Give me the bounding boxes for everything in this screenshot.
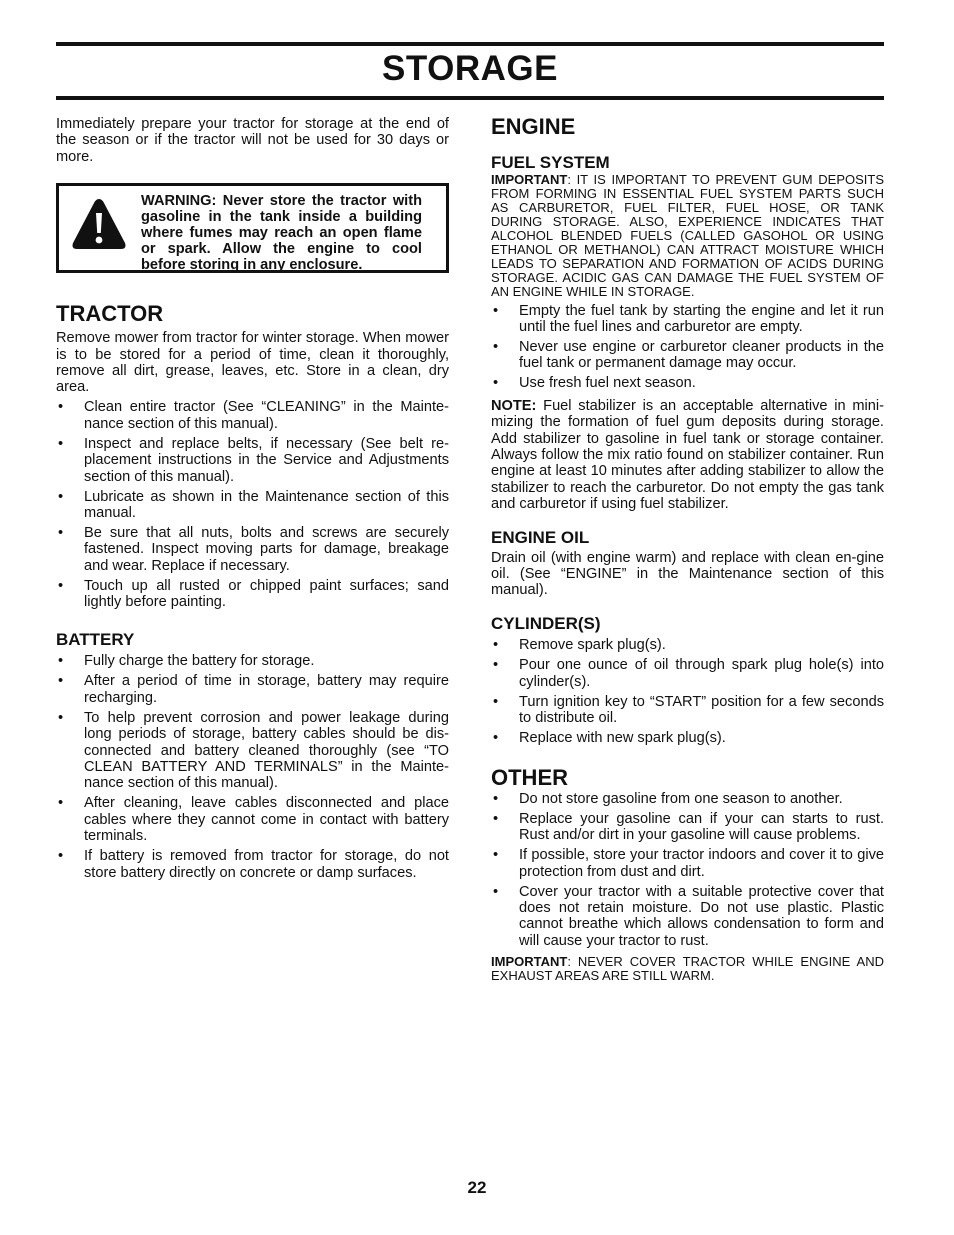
fuel-important-note [491,173,884,299]
title-bottom-rule [56,96,884,100]
important-label: IMPORTANT [491,172,568,187]
important-text: : NEVER COVER TRACTOR WHILE ENGINE AND EXHAUST AREAS ARE STILL WARM. [491,954,884,984]
list-item: • Clean entire tractor (See “CLEANING” in the Mainte-nance section of this manual). [56,399,449,432]
warning-triangle-icon [71,196,127,252]
note-label: NOTE: [491,397,537,414]
battery-list [56,653,449,881]
list-item: • Be sure that all nuts, bolts and screws are securely fastened. Inspect moving parts for damage, breakage and wear. Replace if necessary. [56,525,449,574]
list-item: • Lubricate as shown in the Maintenance section of this manual. [56,489,449,522]
warning-box [56,183,449,273]
list-item: • If possible, store your tractor indoors and cover it to give protection from dust and dirt. [491,847,884,880]
page-title: STORAGE [382,49,558,88]
list-item: • Fully charge the battery for storage. [56,653,449,669]
list-item: • If battery is removed from tractor for storage, do not store battery directly on concrete or damp surfaces. [56,848,449,881]
list-item: • Turn ignition key to “START” position for a few seconds to distribute oil. [491,694,884,727]
left-column [56,114,449,881]
list-item: • Touch up all rusted or chipped paint surfaces; sand lightly before painting. [56,578,449,611]
list-item: • After cleaning, leave cables disconnected and place cables where they cannot come in contact with battery terminals. [56,795,449,844]
tractor-paragraph: Remove mower from tractor for winter storage. When mower is to be stored for a period of time, clean it thoroughly, remove all dirt, grease, leaves, etc. Store in a clean, dry area. [56,330,449,396]
right-column [491,114,884,983]
list-item: • Use fresh fuel next season. [491,375,884,391]
other-important-note [491,955,884,983]
tractor-list [56,399,449,610]
fuel-system-list [491,303,884,392]
list-item: • Inspect and replace belts, if necessary (See belt re-placement instructions in the Service and Adjustments section of this manual). [56,436,449,485]
page-number: 22 [467,1178,487,1197]
intro-paragraph: Immediately prepare your tractor for storage at the end of the season or if the tractor will not be used for 30 days or more. [56,116,449,165]
list-item: • Pour one ounce of oil through spark plug hole(s) into cylinder(s). [491,657,884,690]
cylinders-list [491,637,884,746]
fuel-stabilizer-note [491,398,884,513]
note-text: Fuel stabilizer is an acceptable alternative in mini-mizing the formation of fuel gum deposits during storage. Add stabilizer to gasoline in fuel tank or storage container. Always follow the mix ratio found on stabilizer container. Run engine at least 10 minutes after adding stabilizer to allow the stabilizer to reach the carburetor. Do not empty the gas tank and carburetor if using fuel stabilizer. [491,397,884,513]
list-item: • Replace with new spark plug(s). [491,730,884,746]
list-item: • Replace your gasoline can if your can starts to rust. Rust and/or dirt in your gasoline will cause problems. [491,811,884,844]
important-text: : IT IS IMPORTANT TO PREVENT GUM DEPOSITS FROM FORMING IN ESSENTIAL FUEL SYSTEM PARTS SUCH AS CARBURETOR, FUEL FILTER, FUEL HOSE, OR TANK DURING STORAGE. ALSO, EXPERIENCE INDICATES THAT ALCOHOL BLENDED FUELS (CALLED GASOHOL OR USING ETHANOL OR METHANOL) CAN ATTRACT MOISTURE WHICH LEADS TO SEPARATION AND FORMATION OF ACIDS DURING STORAGE. ACIDIC GAS CAN DAMAGE THE FUEL SYSTEM OF AN ENGINE WHILE IN STORAGE. [491,172,884,299]
list-item: • Empty the fuel tank by starting the engine and let it run until the fuel lines and carburetor are empty. [491,303,884,336]
list-item: • Cover your tractor with a suitable protective cover that does not retain moisture. Do not use plastic. Plastic cannot breathe which allows condensation to form and will cause your tractor to rust. [491,884,884,950]
important-label: IMPORTANT [491,954,568,970]
list-item: • To help prevent corrosion and power leakage during long periods of storage, battery cables should be dis-connected and battery cleaned thoroughly (see “TO CLEAN BATTERY AND TERMINALS” in the Mainte-nance section of this manual). [56,710,449,792]
cylinders-heading: CYLINDER(S) [491,613,601,633]
list-item: • After a period of time in storage, battery may require recharging. [56,673,449,706]
list-item: • Do not store gasoline from one season to another. [491,791,884,807]
list-item: • Remove spark plug(s). [491,637,884,653]
engine-oil-paragraph: Drain oil (with engine warm) and replace with clean en-gine oil. (See “ENGINE” in the Maintenance section of this manual). [491,549,884,599]
other-heading: OTHER [491,764,568,790]
warning-text: WARNING: Never store the tractor with gasoline in the tank inside a building where fumes may reach an open flame or spark. Allow the engine to cool before storing in any enclosure. [141,193,422,273]
tractor-heading: TRACTOR [56,301,164,327]
engine-heading: ENGINE [491,114,576,139]
battery-heading: BATTERY [56,629,135,649]
other-list [491,791,884,949]
fuel-system-heading: FUEL SYSTEM [491,153,610,172]
engine-oil-heading: ENGINE OIL [491,527,590,547]
list-item: • Never use engine or carburetor cleaner products in the fuel tank or permanent damage may occur. [491,339,884,372]
title-top-rule [56,42,884,46]
